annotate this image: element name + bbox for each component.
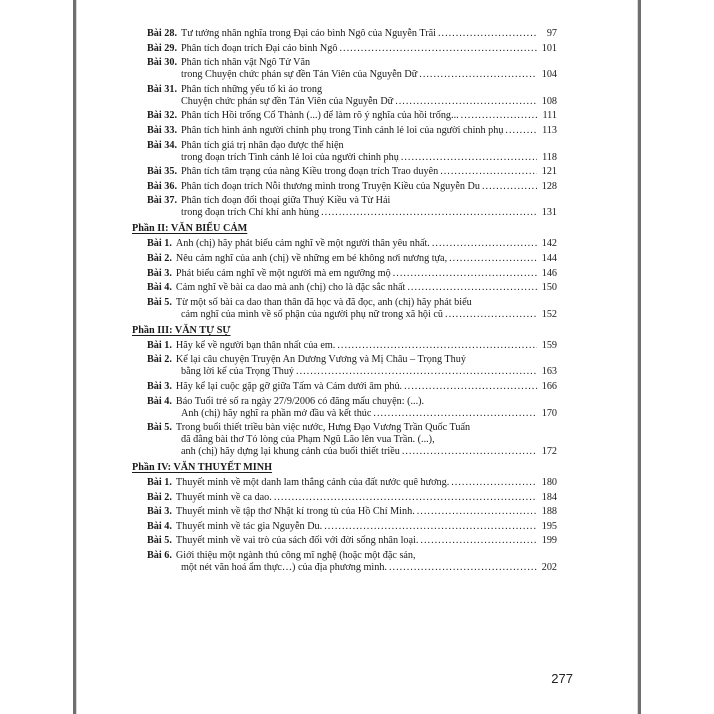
toc-entry-line — [147, 43, 557, 55]
toc-entry-line — [147, 28, 557, 40]
toc-page-number: 166 — [541, 380, 557, 392]
toc-entry[interactable] — [147, 43, 557, 55]
toc-entry-text: Anh (chị) hãy nghĩ ra phần mở đầu và kết thúc — [181, 407, 372, 419]
toc-entry-text: Cảm nghĩ về bài ca dao mà anh (chị) cho là đặc sắc nhất — [175, 282, 406, 294]
toc-entry-label: Bài 36. — [147, 180, 178, 192]
toc-entry-label: Bài 1. — [147, 238, 172, 250]
toc-entry-label: Bài 4. — [147, 282, 172, 294]
toc-entry-line — [147, 535, 557, 547]
section-heading: Phần II: VĂN BIỂU CẢM — [132, 223, 248, 235]
toc-entry-line — [147, 282, 557, 294]
toc-entry-line — [147, 297, 557, 309]
toc-entry-line — [147, 506, 557, 518]
toc-entry-line — [147, 422, 557, 434]
toc-page-number: 111 — [542, 110, 557, 122]
toc-page-number: 152 — [541, 308, 557, 320]
toc-entry-text: Hãy kể về người bạn thân nhất của em. — [175, 339, 336, 351]
toc-page-number: 101 — [541, 42, 557, 54]
toc-page-number: 195 — [541, 520, 557, 532]
toc-entry[interactable] — [147, 354, 557, 378]
toc-dot-leader — [337, 340, 537, 352]
toc-entry-label: Bài 33. — [147, 124, 178, 136]
toc-entry-line — [147, 562, 557, 574]
toc-entry-label: Bài 6. — [147, 550, 172, 562]
toc-entry-line — [147, 166, 557, 178]
toc-entry[interactable] — [147, 253, 557, 265]
toc-page-number: 144 — [541, 252, 557, 264]
toc-entry-line — [147, 195, 557, 207]
toc-entry[interactable] — [147, 297, 557, 321]
toc-dot-leader — [274, 492, 537, 504]
toc-entry-text: một nét văn hoá ẩm thực…) của địa phương mình. — [181, 562, 387, 574]
toc-entry-text: Thuyết minh về ca dao. — [175, 491, 272, 503]
toc-entry-label: Bài 30. — [147, 57, 178, 69]
toc-entry[interactable] — [147, 381, 557, 393]
toc-entry-text: anh (chị) hãy dựng lại khung cảnh của buổi thiết triều — [181, 446, 400, 458]
toc-entry-line — [147, 309, 557, 321]
toc-entry-label: Bài 5. — [147, 296, 172, 308]
toc-entry-label: Bài 37. — [147, 195, 178, 207]
toc-entry-text: bằng lời kể của Trọng Thuỷ — [181, 366, 295, 378]
toc-dot-leader — [438, 28, 537, 40]
toc-entry-line — [147, 152, 557, 164]
toc-entry[interactable] — [147, 492, 557, 504]
toc-entry-line — [147, 181, 557, 193]
toc-entry-label: Bài 32. — [147, 110, 178, 122]
toc-entry-line — [147, 366, 557, 378]
toc-dot-leader — [419, 69, 537, 81]
toc-dot-leader — [449, 253, 537, 265]
toc-dot-leader — [432, 238, 537, 250]
toc-entry-label: Bài 28. — [147, 28, 178, 39]
toc-dot-leader — [417, 506, 537, 518]
toc-entry-line — [147, 125, 557, 137]
toc-page-number: 202 — [541, 562, 557, 574]
toc-entry-line — [147, 477, 557, 489]
toc-entry-text: Báo Tuổi trẻ số ra ngày 27/9/2006 có đăng mẩu chuyện: (...). — [175, 395, 425, 407]
toc-entry-line — [147, 69, 557, 81]
toc-entry[interactable] — [147, 506, 557, 518]
toc-entry-text: Thuyết minh về tập thơ Nhật kí trong tù của Hồ Chí Minh. — [175, 506, 415, 518]
toc-entry[interactable] — [147, 550, 557, 574]
toc-entry[interactable] — [147, 477, 557, 489]
toc-entry-label: Bài 2. — [147, 491, 172, 503]
toc-entry-line — [147, 268, 557, 280]
toc-entry-text: Phân tích nhân vật Ngô Tử Văn — [181, 57, 311, 69]
toc-entry-label: Bài 2. — [147, 354, 172, 366]
toc-entry[interactable] — [147, 28, 557, 40]
toc-entry-text: Trong buổi thiết triều bàn việc nước, Hưng Đạo Vương Trần Quốc Tuấn — [175, 422, 471, 434]
toc-entry-text: Phân tích đoạn trích Nỗi thương mình trong Truyện Kiều của Nguyễn Du — [181, 180, 480, 192]
page-folio: 277 — [551, 671, 573, 686]
toc-entry-text: Phân tích hình ảnh người chinh phụ trong Tình cảnh lẻ loi của người chinh phụ — [181, 124, 504, 136]
toc-page-number: 146 — [541, 267, 557, 279]
toc-entry-text: đã đằng bài thơ Tỏ lòng của Phạm Ngũ Lão lên vua Trần. (...), — [181, 434, 435, 446]
toc-entry-text: trong Chuyện chức phán sự đền Tản Viên của Nguyễn Dữ — [181, 69, 418, 81]
toc-entry-text: Phân tích những yếu tố kì ảo trong — [181, 83, 323, 95]
toc-dot-leader — [445, 309, 537, 321]
toc-entry-text: trong đoạn trích Chí khí anh hùng — [181, 207, 320, 219]
toc-page-number: 188 — [541, 506, 557, 518]
toc-entry[interactable] — [147, 166, 557, 178]
toc-dot-leader — [393, 268, 537, 280]
toc-entry-line — [147, 207, 557, 219]
toc-entry-text: Anh (chị) hãy phát biểu cảm nghĩ về một người thân yêu nhất. — [175, 238, 430, 250]
toc-entry[interactable] — [147, 195, 557, 219]
toc-entry-label: Bài 1. — [147, 339, 172, 351]
toc-dot-leader — [389, 562, 537, 574]
toc-page-number: 131 — [541, 207, 557, 219]
toc-entry[interactable] — [147, 238, 557, 250]
toc-entry[interactable] — [147, 57, 557, 81]
toc-page-number: 184 — [541, 491, 557, 503]
toc-dot-leader — [440, 166, 537, 178]
toc-entry-text: Từ một số bài ca dao than thân đã học và đã đọc, anh (chị) hãy phát biểu — [175, 296, 472, 308]
toc-entry-text: Phân tích đoạn trích Đại cáo bình Ngô — [181, 42, 338, 54]
toc-entry-line — [147, 110, 557, 122]
toc-entry[interactable] — [147, 84, 557, 108]
toc-dot-leader — [420, 535, 537, 547]
toc-entry-text: Hãy kể lại cuộc gặp gỡ giữa Tấm và Cám dưới âm phủ. — [175, 380, 403, 392]
toc-entry-text: Nêu cảm nghĩ của anh (chị) về những em bé không nơi nương tựa, — [175, 252, 448, 264]
toc-entry[interactable] — [147, 340, 557, 352]
toc-dot-leader — [296, 366, 537, 378]
toc-dot-leader — [402, 446, 537, 458]
toc-entry-line — [147, 446, 557, 458]
toc-entry[interactable] — [147, 282, 557, 294]
toc-entry[interactable] — [147, 396, 557, 420]
toc-entry-label: Bài 1. — [147, 477, 172, 489]
toc-dot-leader — [451, 477, 537, 489]
toc-entry-label: Bài 4. — [147, 520, 172, 532]
toc-entry-label: Bài 5. — [147, 535, 172, 547]
toc-entry-text: cảm nghĩ của mình về số phận của người phụ nữ trong xã hội cũ — [181, 308, 444, 320]
toc-entry[interactable] — [147, 140, 557, 164]
toc-entry-line — [147, 550, 557, 562]
book-page — [76, 0, 638, 714]
toc-dot-leader — [505, 125, 537, 137]
toc-entry-line — [147, 492, 557, 504]
toc-dot-leader — [324, 521, 537, 533]
toc-dot-leader — [395, 96, 537, 108]
toc-page-number: 150 — [541, 282, 557, 294]
toc-page-number: 180 — [541, 477, 557, 489]
toc-entry[interactable] — [147, 110, 557, 122]
toc-entry-line — [147, 57, 557, 69]
toc-entry-line — [147, 340, 557, 352]
toc-entry-line — [147, 140, 557, 152]
toc-page-number: 159 — [541, 339, 557, 351]
toc-entry-label: Bài 2. — [147, 252, 172, 264]
toc-entry-text: Thuyết minh về tác gia Nguyễn Du. — [175, 520, 323, 532]
toc-entry-text: Giới thiệu một ngành thủ công mĩ nghệ (hoặc một đặc sản, — [175, 550, 416, 562]
toc-entry-text: Phân tích đoạn đối thoại giữa Thuý Kiều và Từ Hải — [181, 195, 391, 207]
toc-entry-label: Bài 5. — [147, 422, 172, 434]
toc-page-number: 121 — [541, 166, 557, 178]
toc-page-number: 170 — [541, 407, 557, 419]
toc-entry-text: Phát biểu cảm nghĩ về một người mà em ngưỡng mộ — [175, 267, 391, 279]
toc-entry-line — [147, 381, 557, 393]
toc-entry-label: Bài 34. — [147, 139, 178, 151]
toc-entry[interactable] — [147, 181, 557, 193]
toc-dot-leader — [404, 381, 537, 393]
toc-dot-leader — [339, 43, 537, 55]
toc-entry-line — [147, 408, 557, 420]
toc-entry-text: Phân tích giá trị nhân đạo được thể hiện — [181, 139, 344, 151]
table-of-contents — [132, 28, 557, 577]
toc-dot-leader — [373, 408, 537, 420]
toc-entry[interactable] — [147, 535, 557, 547]
toc-entry-text: Kể lại câu chuyện Truyện An Dương Vương và Mị Châu – Trọng Thuỷ — [175, 354, 466, 366]
toc-entry-text: Thuyết minh về một danh lam thắng cảnh của đất nước quê hương. — [175, 477, 450, 489]
toc-page-number: 104 — [541, 69, 557, 81]
toc-entry-line — [147, 84, 557, 96]
toc-entry-line — [147, 521, 557, 533]
toc-page-number: 108 — [541, 95, 557, 107]
toc-page-number: 113 — [542, 124, 557, 136]
toc-entry-line — [147, 253, 557, 265]
toc-page-number: 128 — [541, 180, 557, 192]
toc-entry-text: Tư tưởng nhân nghĩa trong Đại cáo bình Ngô của Nguyễn Trãi — [181, 28, 436, 39]
toc-dot-leader — [407, 282, 537, 294]
toc-entry[interactable] — [147, 521, 557, 533]
toc-page-number: 199 — [541, 535, 557, 547]
toc-entry-text: Phân tích tâm trạng của nàng Kiều trong đoạn trích Trao duyên — [181, 166, 439, 178]
toc-entry[interactable] — [147, 268, 557, 280]
toc-entry-label: Bài 35. — [147, 166, 178, 178]
toc-entry-line — [147, 396, 557, 408]
toc-entry[interactable] — [147, 125, 557, 137]
toc-entry-text: Chuyện chức phán sự đền Tản Viên của Nguyễn Dữ — [181, 95, 394, 107]
section-heading: Phần III: VĂN TỰ SỰ — [132, 324, 231, 336]
toc-dot-leader — [401, 152, 537, 164]
toc-dot-leader — [482, 181, 537, 193]
toc-entry-label: Bài 3. — [147, 506, 172, 518]
toc-entry-text: Thuyết minh về vai trò của sách đối với đời sống nhân loại. — [175, 535, 419, 547]
toc-page-number: 118 — [542, 151, 557, 163]
toc-entry-line — [147, 434, 557, 446]
toc-entry-text: Phân tích Hồi trống Cổ Thành (...) để làm rõ ý nghĩa của hồi trống... — [181, 110, 459, 122]
toc-entry-label: Bài 31. — [147, 83, 178, 95]
toc-entry-label: Bài 29. — [147, 42, 178, 54]
toc-entry-text: trong đoạn trích Tình cảnh lẻ loi của người chinh phụ — [181, 151, 399, 163]
toc-dot-leader — [321, 207, 537, 219]
toc-page-number: 163 — [541, 366, 557, 378]
toc-page-number: 97 — [546, 28, 557, 39]
toc-page-number: 142 — [541, 238, 557, 250]
toc-entry[interactable] — [147, 422, 557, 458]
toc-dot-leader — [461, 110, 537, 122]
toc-entry-line — [147, 354, 557, 366]
toc-entry-label: Bài 3. — [147, 267, 172, 279]
toc-entry-label: Bài 3. — [147, 380, 172, 392]
toc-entry-line — [147, 96, 557, 108]
toc-entry-line — [147, 238, 557, 250]
toc-entry-label: Bài 4. — [147, 395, 172, 407]
toc-page-number: 172 — [541, 446, 557, 458]
section-heading: Phần IV: VĂN THUYẾT MINH — [132, 462, 273, 474]
